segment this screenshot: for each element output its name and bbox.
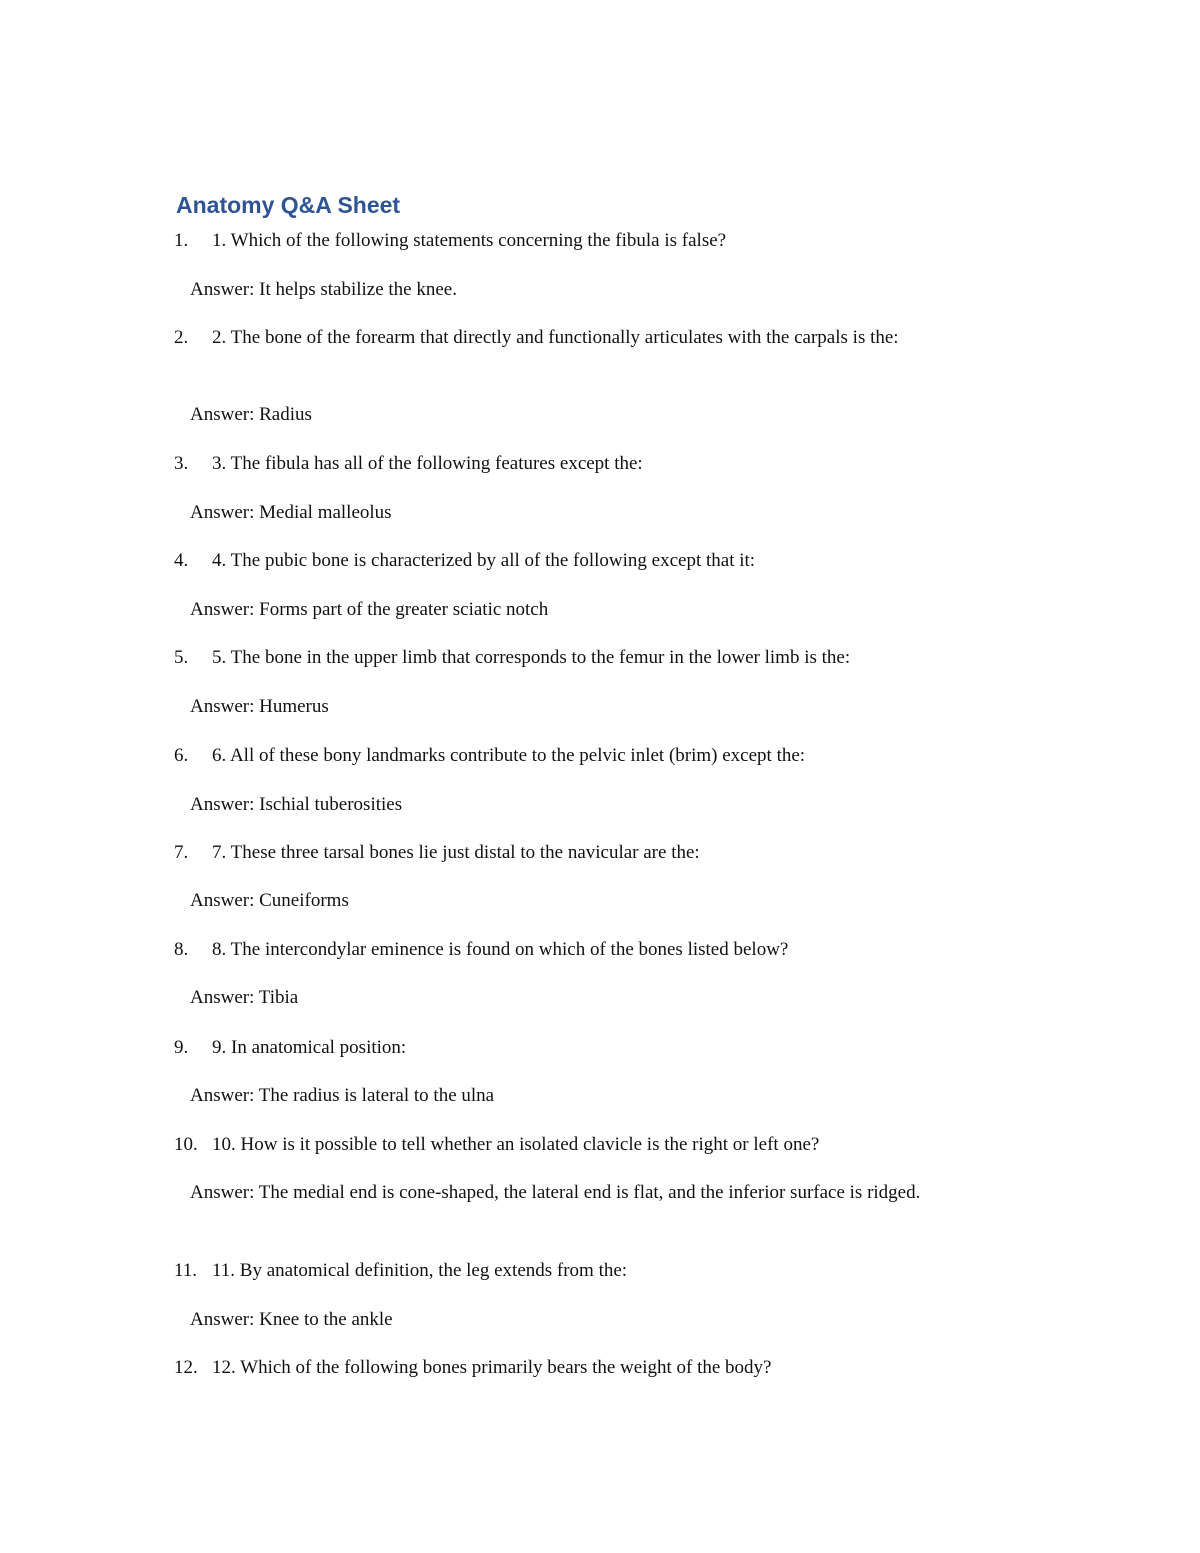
answer-text: Answer: Humerus <box>190 696 329 717</box>
question-number: 4. <box>174 550 189 571</box>
question-number: 3. <box>174 453 189 474</box>
answer-text: Answer: The radius is lateral to the ulna <box>190 1085 495 1106</box>
answer-text: Answer: Forms part of the greater sciatic notch <box>190 599 549 620</box>
answer-text: Answer: It helps stabilize the knee. <box>190 279 457 300</box>
question-number: 9. <box>174 1037 189 1058</box>
question-number: 12. <box>174 1357 198 1378</box>
question-text: 12. Which of the following bones primarily bears the weight of the body? <box>212 1357 772 1378</box>
question-number: 1. <box>174 230 189 251</box>
question-number: 5. <box>174 647 189 668</box>
question-text: 1. Which of the following statements concerning the fibula is false? <box>212 230 727 251</box>
page-title: Anatomy Q&A Sheet <box>176 192 401 218</box>
answer-text: Answer: Tibia <box>190 987 299 1008</box>
answer-text: Answer: Ischial tuberosities <box>190 794 403 815</box>
question-text: 5. The bone in the upper limb that corresponds to the femur in the lower limb is the: <box>212 647 851 668</box>
question-text: 11. By anatomical definition, the leg extends from the: <box>212 1260 628 1281</box>
question-text: 9. In anatomical position: <box>212 1037 407 1058</box>
question-number: 11. <box>174 1260 198 1281</box>
question-text: 2. The bone of the forearm that directly and functionally articulates with the carpals is the: <box>212 327 899 348</box>
question-text: 8. The intercondylar eminence is found on which of the bones listed below? <box>212 939 789 960</box>
answer-text: Answer: Cuneiforms <box>190 890 349 911</box>
answer-text: Answer: The medial end is cone-shaped, the lateral end is flat, and the inferior surface is ridged. <box>190 1182 921 1203</box>
question-text: 10. How is it possible to tell whether an isolated clavicle is the right or left one? <box>212 1134 820 1155</box>
question-text: 7. These three tarsal bones lie just distal to the navicular are the: <box>212 842 700 863</box>
question-number: 7. <box>174 842 189 863</box>
question-text: 6. All of these bony landmarks contribute to the pelvic inlet (brim) except the: <box>212 745 806 766</box>
question-number: 10. <box>174 1134 198 1155</box>
question-number: 2. <box>174 327 189 348</box>
answer-text: Answer: Knee to the ankle <box>190 1309 393 1330</box>
question-text: 3. The fibula has all of the following features except the: <box>212 453 643 474</box>
question-text: 4. The pubic bone is characterized by all of the following except that it: <box>212 550 756 571</box>
question-number: 8. <box>174 939 189 960</box>
question-number: 6. <box>174 745 189 766</box>
answer-text: Answer: Radius <box>190 404 312 425</box>
answer-text: Answer: Medial malleolus <box>190 502 392 523</box>
